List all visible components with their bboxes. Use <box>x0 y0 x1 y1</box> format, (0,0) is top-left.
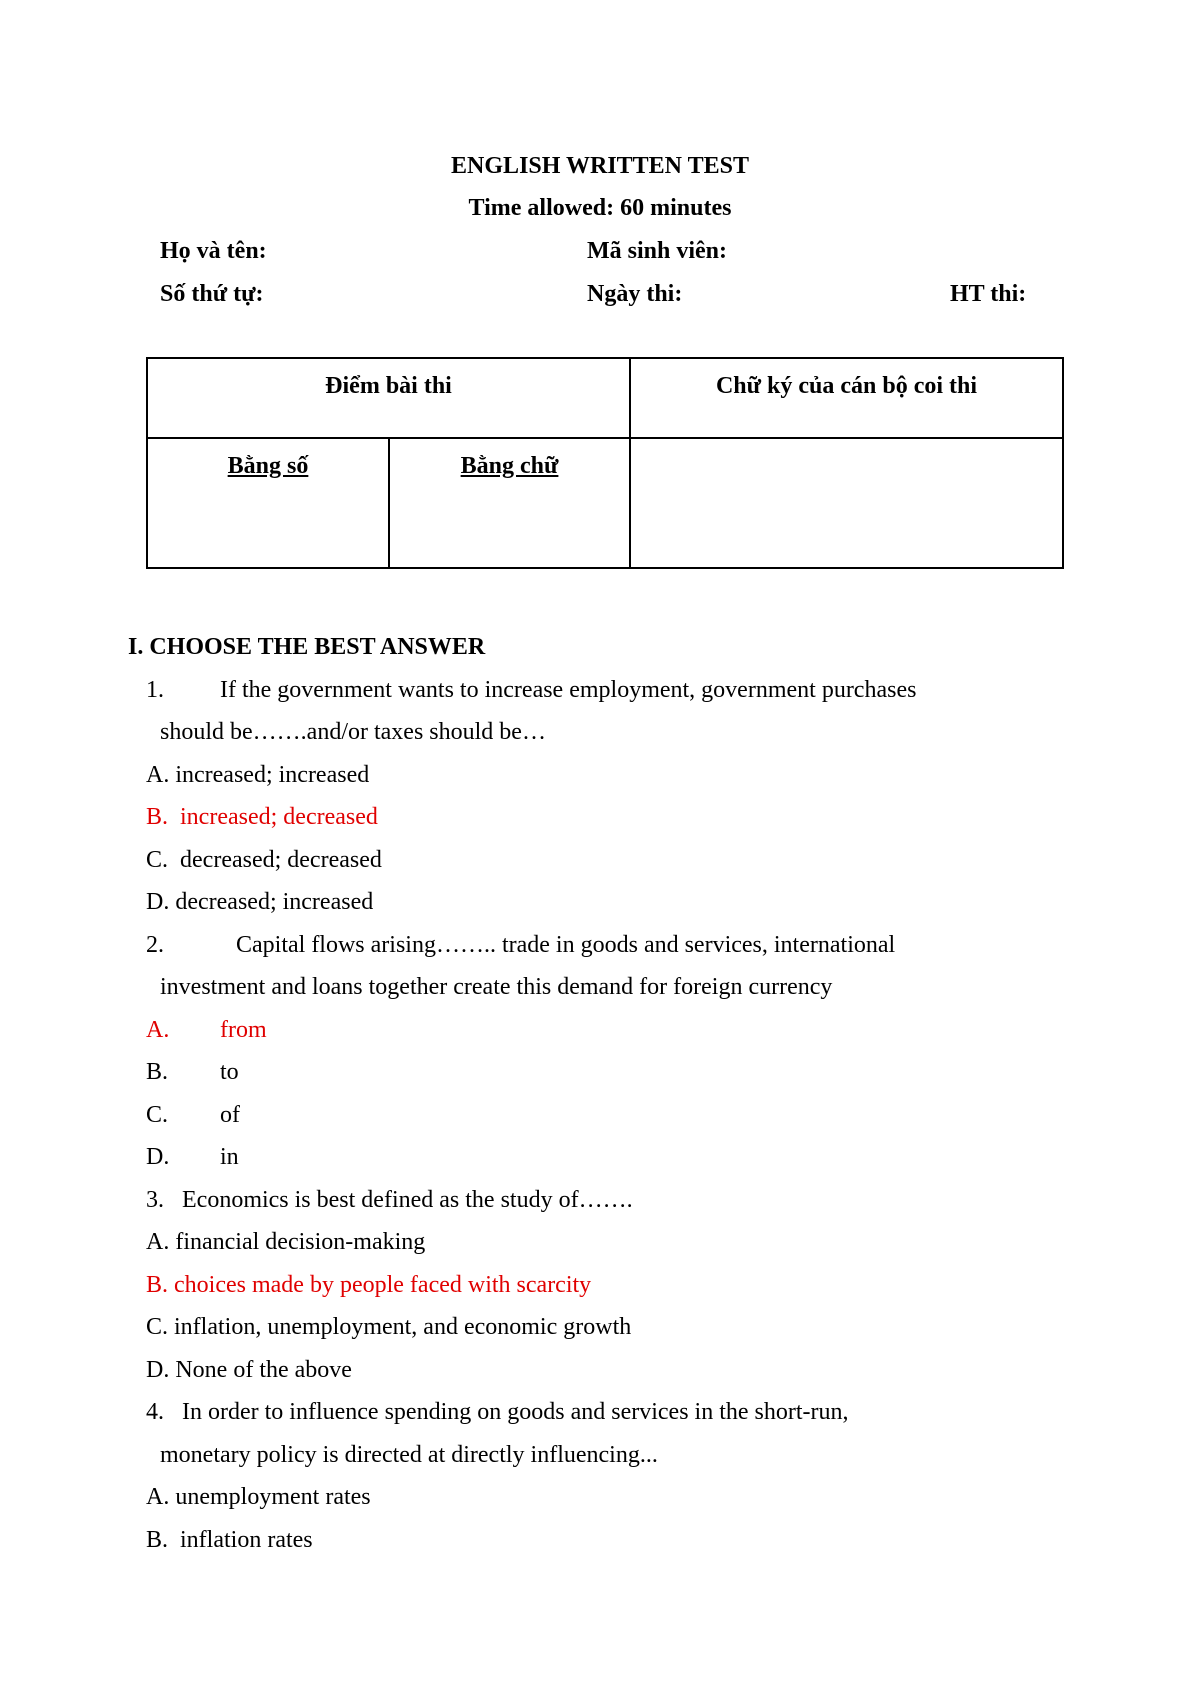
exam-form-label: HT thi: <box>950 281 1027 307</box>
option-letter: B. <box>146 804 169 830</box>
question-1 <box>146 676 916 704</box>
score-table <box>146 357 1064 569</box>
option-letter: D. <box>146 889 170 915</box>
option-text: financial decision-making <box>175 1229 426 1255</box>
section-title: I. CHOOSE THE BEST ANSWER <box>128 634 486 660</box>
question-2-continuation: investment and loans together create this demand for foreign currency <box>160 974 833 1000</box>
option-3d[interactable] <box>146 1356 352 1384</box>
option-3c[interactable] <box>146 1313 631 1341</box>
option-letter: B. <box>146 1059 169 1085</box>
option-text: choices made by people faced with scarcity <box>174 1272 592 1298</box>
option-3a[interactable] <box>146 1228 425 1256</box>
option-text: to <box>220 1059 239 1085</box>
test-title: ENGLISH WRITTEN TEST <box>451 153 749 179</box>
option-letter: A. <box>146 762 170 788</box>
option-text: in <box>220 1144 239 1170</box>
order-number-label: Số thứ tự: <box>160 281 264 307</box>
option-letter: C. <box>146 847 169 873</box>
option-text: unemployment rates <box>175 1484 371 1510</box>
question-text: In order to influence spending on goods and services in the short-run, <box>182 1399 849 1425</box>
option-letter: A. <box>146 1229 170 1255</box>
option-1c[interactable] <box>146 846 382 874</box>
option-letter: A. <box>146 1484 170 1510</box>
student-id-label: Mã sinh viên: <box>587 238 728 264</box>
option-text: inflation rates <box>180 1527 313 1553</box>
question-number: 3. <box>146 1187 164 1213</box>
question-4 <box>146 1398 849 1426</box>
option-text: from <box>220 1017 267 1043</box>
option-letter: B. <box>146 1527 169 1553</box>
exam-date-label: Ngày thi: <box>587 281 683 307</box>
question-2 <box>146 931 895 959</box>
option-letter: B. <box>146 1272 169 1298</box>
score-header-cell <box>147 358 630 438</box>
question-text: Capital flows arising…….. trade in goods and services, international <box>236 932 896 958</box>
question-text: If the government wants to increase employment, government purchases <box>220 677 917 703</box>
option-letter: C. <box>146 1314 169 1340</box>
option-3b-correct[interactable] <box>146 1271 591 1299</box>
time-allowed: Time allowed: 60 minutes <box>468 195 732 221</box>
option-4a[interactable] <box>146 1483 371 1511</box>
option-2c[interactable] <box>146 1101 240 1129</box>
name-label: Họ và tên: <box>160 238 267 264</box>
option-text: None of the above <box>175 1357 352 1383</box>
option-2b[interactable] <box>146 1058 239 1086</box>
score-by-number-cell[interactable] <box>147 438 389 568</box>
option-2a-correct[interactable] <box>146 1016 267 1044</box>
question-number: 1. <box>146 677 164 703</box>
score-by-word-label: Bằng chữ <box>460 453 559 479</box>
option-text: of <box>220 1102 240 1128</box>
option-1b-correct[interactable] <box>146 803 378 831</box>
question-text: Economics is best defined as the study of……. <box>182 1187 633 1213</box>
option-1d[interactable] <box>146 888 373 916</box>
option-letter: D. <box>146 1357 170 1383</box>
question-3 <box>146 1186 633 1214</box>
question-number: 4. <box>146 1399 164 1425</box>
option-letter: D. <box>146 1144 170 1170</box>
signature-cell[interactable] <box>630 438 1063 568</box>
option-letter: C. <box>146 1102 169 1128</box>
score-by-word-cell[interactable] <box>389 438 630 568</box>
option-4b[interactable] <box>146 1526 313 1554</box>
score-by-number-label: Bằng số <box>227 453 309 479</box>
option-letter: A. <box>146 1017 170 1043</box>
signature-header: Chữ ký của cán bộ coi thi <box>715 373 978 399</box>
option-text: increased; increased <box>175 762 370 788</box>
option-text: decreased; decreased <box>180 847 382 873</box>
option-2d[interactable] <box>146 1143 239 1171</box>
option-text: decreased; increased <box>175 889 374 915</box>
signature-header-cell <box>630 358 1063 438</box>
option-text: inflation, unemployment, and economic growth <box>174 1314 632 1340</box>
question-1-continuation: should be…….and/or taxes should be… <box>160 719 546 745</box>
option-1a[interactable] <box>146 761 369 789</box>
score-header: Điểm bài thi <box>325 373 452 399</box>
option-text: increased; decreased <box>180 804 378 830</box>
question-number: 2. <box>146 932 164 958</box>
question-4-continuation: monetary policy is directed at directly influencing... <box>160 1442 658 1468</box>
